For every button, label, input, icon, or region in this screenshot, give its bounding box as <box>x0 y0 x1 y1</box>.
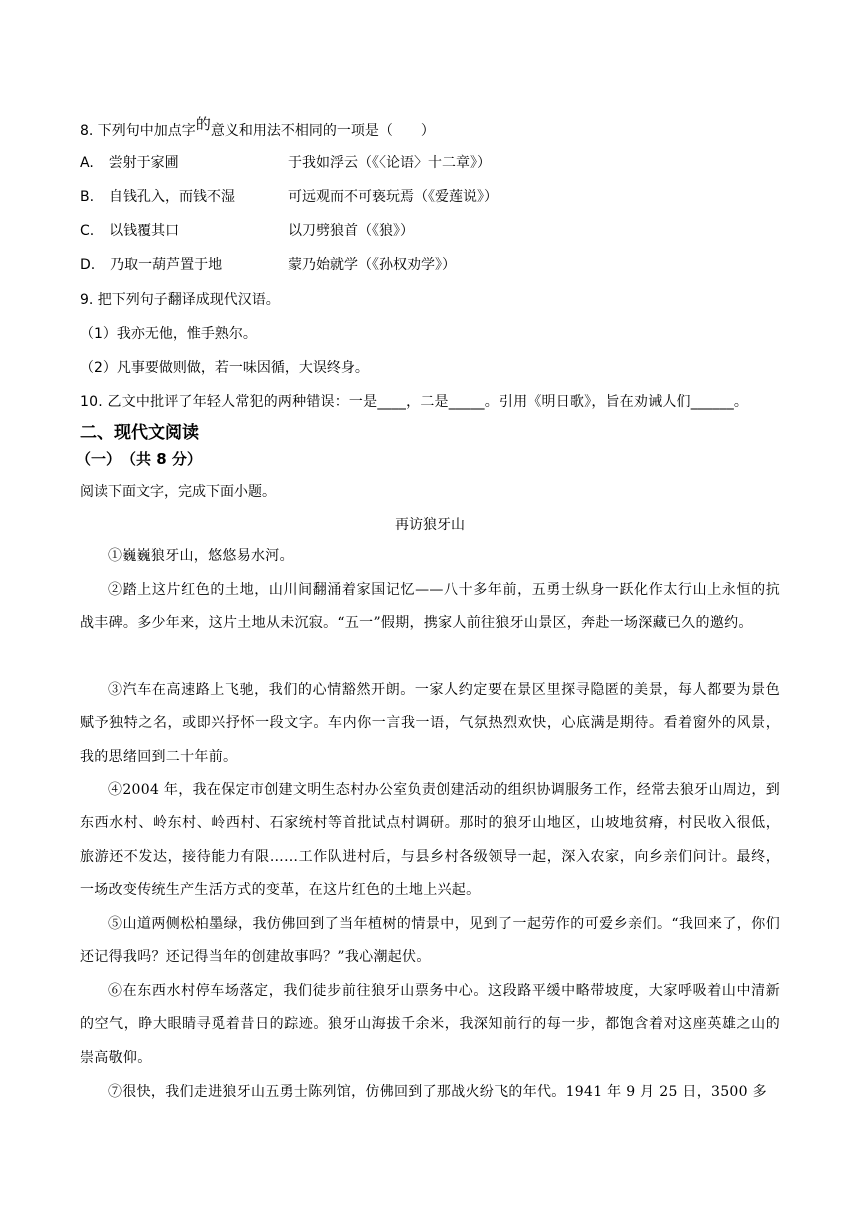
reading-instruction: 阅读下面文字，完成下面小题。 <box>80 484 276 500</box>
article-paragraph-5: ⑤山道两侧松柏墨绿，我仿佛回到了当年植树的情景中，见到了一起劳作的可爱乡亲们。“我回来了，你们还记得我吗？还记得当年的创建故事吗？”我心潮起伏。 <box>80 916 780 966</box>
q8-option-d-right: 蒙乃始就学（《孙权劝学》） <box>288 257 456 273</box>
q9-item-2: （2）凡事要做则做，若一味因循，大误终身。 <box>80 360 369 376</box>
q9-stem: 9. 把下列句子翻译成现代汉语。 <box>80 292 280 308</box>
q8-stem <box>80 115 435 141</box>
article-paragraph-6: ⑥在东西水村停车场落定，我们徒步前往狼牙山票务中心。这段路平缓中略带坡度，大家呼吸着山中清新的空气，睁大眼睛寻觅着昔日的踪迹。狼牙山海拔千余米，我深知前行的每一步，都饱含着对这座英雄之山的崇高敬仰。 <box>80 983 780 1066</box>
article-paragraph-4: ④2004 年，我在保定市创建文明生态村办公室负责创建活动的组织协调服务工作，经常去狼牙山周边，到东西水村、岭东村、岭西村、石家统村等首批试点村调研。那时的狼牙山地区，山坡地贫瘠，村民收入很低，旅游还不发达，接待能力有限……工作队进村后，与县乡村各级领导一起，深入农家，向乡亲们问计。最终，一场改变传统生产生活方式的变革，在这片红色的土地上兴起。 <box>80 782 780 899</box>
option-label: A. <box>80 155 94 171</box>
option-left-text: 尝射于家圃 <box>108 155 179 171</box>
q8-option-b <box>80 187 235 207</box>
q8-stem-part1: 8. 下列句中加点字 <box>80 123 196 139</box>
option-left-text: 自钱孔入，而钱不湿 <box>108 189 235 205</box>
section-heading: 二、现代文阅读 <box>80 423 199 443</box>
article-paragraph-2: ②踏上这片红色的土地，山川间翻涌着家国记忆——八十多年前，五勇士纵身一跃化作太行山上永恒的抗战丰碑。多少年来，这片土地从未沉寂。“五一”假期，携家人前往狼牙山景区，奔赴一场深藏已久的邀约。 <box>80 582 780 632</box>
q9-item-1: （1）我亦无他，惟手熟尔。 <box>80 326 257 342</box>
q8-stem-part2: 的 <box>195 115 211 133</box>
q8-option-c-right: 以刀劈狼首（《狼》） <box>288 223 414 239</box>
article-title: 再访狼牙山 <box>395 517 465 533</box>
q8-stem-part3: 意义和用法不相同的一项是（ ） <box>210 123 435 139</box>
q8-option-a-right: 于我如浮云（《〈论语〉十二章》） <box>288 155 491 171</box>
article-paragraph-3: ③汽车在高速路上飞驰，我们的心情豁然开朗。一家人约定要在景区里探寻隐匿的美景，每人都要为景色赋予独特之名，或即兴抒怀一段文字。车内你一言我一语，气氛热烈欢快，心底满是期待。看着窗外的风景，我的思绪回到二十年前。 <box>80 682 780 765</box>
q8-option-d <box>80 255 222 275</box>
q8-option-a <box>80 153 179 173</box>
q8-option-b-right: 可远观而不可亵玩焉（《爱莲说》） <box>288 189 498 205</box>
article-paragraph-1: ①巍巍狼牙山，悠悠易水河。 <box>108 548 294 564</box>
q8-option-c <box>80 221 179 241</box>
article-paragraph-7: ⑦很快，我们走进狼牙山五勇士陈列馆，仿佛回到了那战火纷飞的年代。1941 年 9 月 25 日，3500 多 <box>108 1084 767 1100</box>
option-left-text: 乃取一葫芦置于地 <box>110 257 223 273</box>
option-label: B. <box>80 189 95 205</box>
subsection-heading: （一） （共 8 分） <box>76 450 202 468</box>
option-label: D. <box>80 257 96 273</box>
option-label: C. <box>80 223 95 239</box>
q10-stem: 10. 乙文中批评了年轻人常犯的两种错误：一是____，二是_____。引用《明日歌》，旨在劝诫人们______。 <box>80 394 749 410</box>
option-left-text: 以钱覆其口 <box>109 223 180 239</box>
